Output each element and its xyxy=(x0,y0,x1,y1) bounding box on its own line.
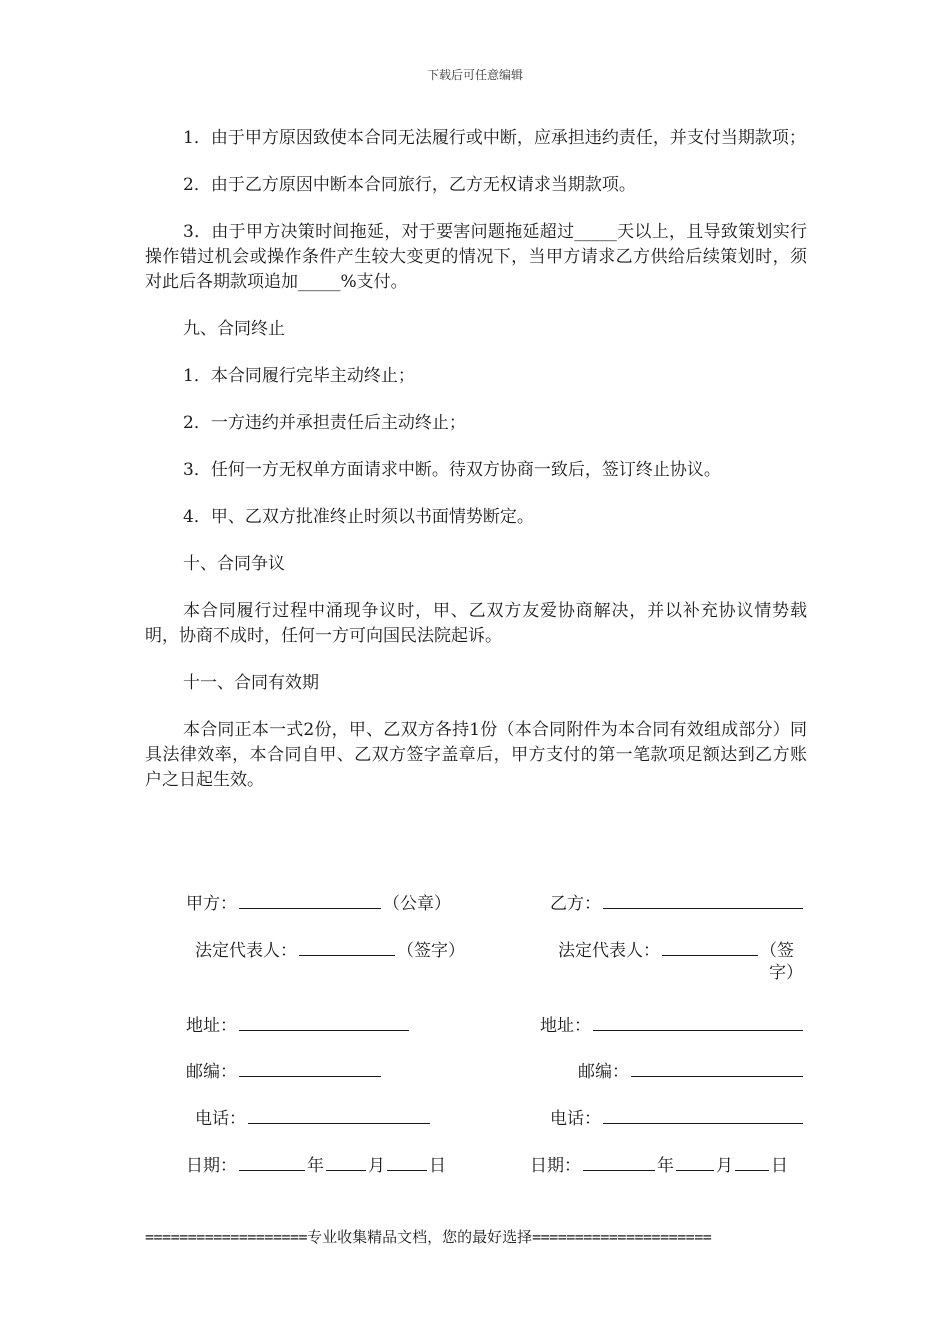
date-a-day-blank[interactable] xyxy=(387,1152,427,1171)
legal-rep-b-field xyxy=(558,937,794,963)
phone-a-field xyxy=(195,1105,432,1131)
address-b-label: 地址： xyxy=(540,1016,591,1036)
footer-right-equals: ===================== xyxy=(532,1228,712,1246)
date-a-year-label: 年 xyxy=(307,1156,324,1176)
sign-mark-a: （签字） xyxy=(397,941,465,961)
clause-8-item-3: 3．由于甲方决策时间拖延，对于要害问题拖延超过_____天以上，且导致策划实行操作错过机会或操作条件产生较大变更的情况下，当甲方请求乙方供给后续策划时，须对此后各期款项追加_____%支付。 xyxy=(145,222,807,292)
address-b-blank[interactable] xyxy=(593,1012,803,1031)
phone-b-label: 电话： xyxy=(550,1109,601,1129)
date-b-month-label: 月 xyxy=(716,1156,733,1176)
party-b-label: 乙方： xyxy=(550,894,601,914)
phone-b-field xyxy=(550,1105,805,1131)
date-b-day-blank[interactable] xyxy=(735,1152,769,1171)
date-a-label: 日期： xyxy=(186,1156,237,1176)
party-b-blank[interactable] xyxy=(603,890,803,909)
legal-rep-b-label: 法定代表人： xyxy=(558,941,660,961)
validity-text: 本合同正本一式2份，甲、乙双方各持1份（本合同附件为本合同有效组成部分）同具法律效率，本合同自甲、乙双方签字盖章后，甲方支付的第一笔款项足额达到乙方账户之日起生效。 xyxy=(145,720,807,790)
page-footer xyxy=(145,1226,807,1248)
section-heading-termination: 九、合同终止 xyxy=(183,319,285,339)
legal-rep-a-blank[interactable] xyxy=(299,937,395,956)
termination-item-2: 2．一方违约并承担责任后主动终止； xyxy=(183,413,466,433)
section-heading-dispute: 十、合同争议 xyxy=(183,554,285,574)
postcode-a-label: 邮编： xyxy=(186,1062,237,1082)
page-header: 下载后可任意编辑 xyxy=(426,68,523,82)
date-b-label: 日期： xyxy=(530,1156,581,1176)
clause-8-item-1: 1．由于甲方原因致使本合同无法履行或中断，应承担违约责任，并支付当期款项； xyxy=(183,128,806,148)
date-a-month-blank[interactable] xyxy=(326,1152,366,1171)
sign-mark-b-part2: 字） xyxy=(769,963,803,983)
date-a-year-blank[interactable] xyxy=(239,1152,305,1171)
document-body xyxy=(145,126,807,815)
postcode-b-field xyxy=(578,1058,805,1084)
phone-b-blank[interactable] xyxy=(603,1105,803,1124)
termination-item-1: 1．本合同履行完毕主动终止； xyxy=(183,366,415,386)
legal-rep-b-blank[interactable] xyxy=(662,937,758,956)
party-a-blank[interactable] xyxy=(239,890,381,909)
date-b-day-label: 日 xyxy=(771,1156,788,1176)
date-b-field xyxy=(530,1152,788,1178)
date-b-month-blank[interactable] xyxy=(676,1152,714,1171)
address-a-label: 地址： xyxy=(186,1016,237,1036)
footer-left-equals: =================== xyxy=(145,1228,308,1246)
party-a-label: 甲方： xyxy=(186,894,237,914)
date-a-day-label: 日 xyxy=(429,1156,446,1176)
date-b-year-blank[interactable] xyxy=(583,1152,655,1171)
party-b-field xyxy=(550,890,805,916)
seal-label: （公章） xyxy=(383,894,451,914)
footer-text: 专业收集精品文档，您的最好选择 xyxy=(307,1228,533,1246)
termination-item-4: 4．甲、乙双方批准终止时须以书面情势断定。 xyxy=(183,507,534,527)
address-a-field xyxy=(186,1012,411,1038)
clause-8-item-2: 2．由于乙方原因中断本合同旅行，乙方无权请求当期款项。 xyxy=(183,175,636,195)
date-a-month-label: 月 xyxy=(368,1156,385,1176)
date-a-field xyxy=(186,1152,446,1178)
sign-mark-b-part1: （签 xyxy=(760,941,794,961)
address-a-blank[interactable] xyxy=(239,1012,409,1031)
postcode-a-field xyxy=(186,1058,383,1084)
party-a-field xyxy=(186,890,451,916)
postcode-a-blank[interactable] xyxy=(239,1058,381,1077)
phone-a-label: 电话： xyxy=(195,1109,246,1129)
postcode-b-blank[interactable] xyxy=(631,1058,803,1077)
legal-rep-a-label: 法定代表人： xyxy=(195,941,297,961)
postcode-b-label: 邮编： xyxy=(578,1062,629,1082)
address-b-field xyxy=(540,1012,805,1038)
legal-rep-a-field xyxy=(195,937,465,963)
phone-a-blank[interactable] xyxy=(248,1105,430,1124)
section-heading-validity: 十一、合同有效期 xyxy=(183,673,319,693)
dispute-text: 本合同履行过程中涌现争议时，甲、乙双方友爱协商解决，并以补充协议情势载明，协商不成时，任何一方可向国民法院起诉。 xyxy=(145,601,807,646)
date-b-year-label: 年 xyxy=(657,1156,674,1176)
termination-item-3: 3．任何一方无权单方面请求中断。待双方协商一致后，签订终止协议。 xyxy=(183,460,721,480)
